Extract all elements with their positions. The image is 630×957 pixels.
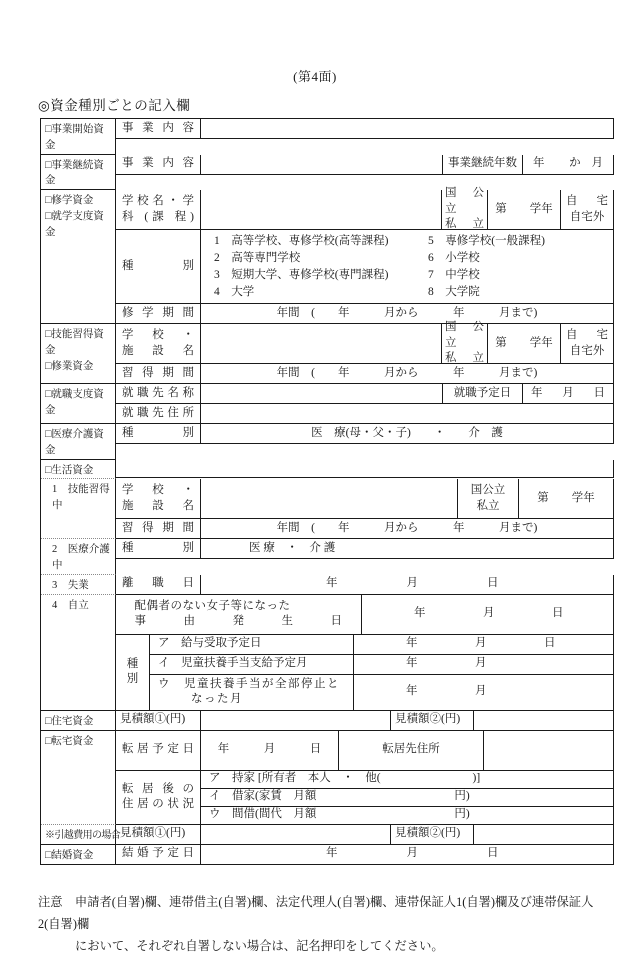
school-type-option[interactable]: 2 高等専門学校 (214, 251, 301, 264)
row-moving-cost (41, 825, 614, 845)
moving-cost-label-cell (41, 825, 121, 845)
living-sub3-label: 3 失業 (52, 579, 89, 591)
living-fund-blank-cell (116, 460, 614, 478)
living-grade-input[interactable]: 第 学年 (519, 479, 614, 519)
moving-fund-label-cell (41, 731, 116, 825)
moving-cost-estimate2-label: 見積額②(円) (391, 825, 474, 845)
signature-note (38, 891, 600, 957)
living-fund-label-cell (41, 460, 116, 480)
moving-fund-label: 転宅資金 (51, 735, 94, 747)
living-sub1-label-cell (41, 479, 116, 539)
living-establishment-choice[interactable]: 国公立 私立 (458, 479, 519, 519)
housing-estimate1-input[interactable] (201, 711, 391, 731)
living-medical-type-choice[interactable]: 医 療 ・ 介 護 (201, 539, 614, 559)
independence-item-c-label: ウ 児童扶養手当が全部停止と なった月 (150, 675, 354, 711)
school-type-option[interactable]: 8 大学院 (428, 285, 480, 298)
moving-date-input[interactable]: 年 月 日 (201, 731, 339, 771)
housing-fund-label-cell (41, 711, 116, 731)
medical-type-label: 種 別 (116, 424, 201, 444)
moving-fund-checkbox[interactable]: □ (45, 735, 52, 747)
skill-grade-input[interactable]: 第 学年 (488, 324, 561, 364)
moving-cost-estimate1-label: 見積額①(円) (116, 825, 201, 845)
housing-fund-checkbox[interactable]: □ (45, 715, 52, 727)
school-fund-label1: 修学資金 (51, 195, 94, 206)
business-years-input[interactable]: 年 か月 (523, 155, 614, 175)
employer-address-input[interactable] (201, 404, 614, 424)
medical-care-fund-label-cell (41, 424, 116, 460)
housing-estimate2-input[interactable] (474, 711, 614, 731)
living-facility-input[interactable] (201, 479, 458, 519)
living-sub2-label-cell (41, 539, 116, 575)
skill-period-input[interactable]: 年間 ( 年 月から 年 月まで) (201, 364, 614, 384)
business-continue-fund-label-cell (41, 155, 116, 191)
living-sub4-label: 4 自立 (52, 599, 89, 611)
skill-fund-checkbox2[interactable]: □ (45, 360, 52, 372)
marriage-fund-checkbox[interactable]: □ (45, 849, 52, 861)
moving-cost-estimate2-input[interactable] (474, 825, 614, 845)
independence-reason-date-input[interactable]: 年 月 日 (362, 595, 614, 635)
skill-fund-label-cell (41, 324, 116, 384)
row-living-fund (41, 460, 614, 480)
row-medical-care-fund (41, 424, 614, 460)
business-continue-label: 事業継続資金 (45, 159, 104, 187)
skill-facility-input[interactable] (201, 324, 442, 364)
leaving-date-input[interactable]: 年 月 日 (201, 575, 614, 595)
living-period-input[interactable]: 年間 ( 年 月から 年 月まで) (201, 519, 614, 539)
living-period-label: 習 得 期 間 (116, 519, 201, 539)
business-start-checkbox[interactable]: □ (45, 124, 52, 135)
housing-estimate2-label: 見積額②(円) (391, 711, 474, 731)
skill-home-choice[interactable]: 自 宅 自宅外 (561, 324, 614, 364)
school-type-options[interactable] (201, 230, 614, 304)
skill-fund-label1: 技能習得資金 (45, 329, 104, 356)
marriage-fund-label-cell (41, 845, 116, 865)
housing-estimate1-label: 見積額①(円) (116, 711, 201, 731)
school-type-label: 種 別 (116, 230, 201, 304)
row-skill-fund (41, 321, 614, 384)
independence-item-a-label: ア 給与受取予定日 (150, 635, 354, 655)
independence-type-label: 種 別 (116, 635, 150, 711)
school-type-option[interactable]: 4 大学 (214, 285, 255, 298)
employer-address-label: 就 職 先 住 所 (116, 404, 201, 424)
independence-item-c-input[interactable]: 年 月 (354, 675, 614, 711)
moving-date-label: 転 居 予 定 日 (116, 731, 201, 771)
employment-fund-checkbox[interactable]: □ (45, 389, 52, 400)
row-housing-fund (41, 711, 614, 731)
living-medical-type-label: 種 別 (116, 539, 201, 559)
school-type-option[interactable]: 6 小学校 (428, 251, 480, 264)
row-living-unemployment (41, 575, 614, 595)
moving-address-input[interactable] (484, 731, 614, 771)
row-employment-fund (41, 384, 614, 424)
signature-note-line2: において、それぞれ自署しない場合は、記名押印をしてください。 (75, 939, 444, 953)
business-start-label: 事業開始資金 (45, 124, 104, 151)
independence-item-a-input[interactable]: 年 月 日 (354, 635, 614, 655)
moving-housing-option-rented-room[interactable]: ウ 間借(間代 月額 円) (201, 807, 614, 825)
moving-cost-estimate1-input[interactable] (201, 825, 391, 845)
independence-reason-label: 配偶者のない女子等になった 事 由 発 生 日 (116, 595, 362, 635)
row-living-independence (41, 595, 614, 711)
employer-name-label: 就 職 先 名 称 (116, 384, 201, 404)
school-fund-checkbox2[interactable]: □ (45, 210, 52, 222)
school-name-label: 学 校 名 ・ 学 科 (課 程) (116, 190, 201, 230)
school-name-input[interactable] (201, 190, 442, 230)
leaving-date-label: 離 職 日 (116, 575, 201, 595)
page-title: ◎資金種別ごとの記入欄 (38, 98, 191, 113)
moving-housing-option-rented-house[interactable]: イ 借家(家賃 月額 円) (201, 789, 614, 807)
employment-fund-label-cell (41, 384, 116, 424)
housing-fund-label: 住宅資金 (51, 715, 94, 727)
row-living-skill-training (41, 479, 614, 539)
employer-name-input[interactable] (201, 384, 443, 404)
skill-facility-label: 学 校 ・ 施 設 名 (116, 324, 201, 364)
school-period-input[interactable]: 年間 ( 年 月から 年 月まで) (201, 304, 614, 324)
row-business-continue-fund (41, 155, 614, 191)
moving-housing-option-owned[interactable]: ア 持家 [所有者 本人 ・ 他( )] (201, 771, 614, 789)
business-content-label: 事 業 内 容 (116, 155, 201, 175)
skill-fund-checkbox1[interactable]: □ (45, 329, 52, 340)
independence-item-b-input[interactable]: 年 月 (354, 655, 614, 675)
employment-date-label: 就職予定日 (443, 384, 523, 404)
school-establishment-choice[interactable]: 国 公 立 私 立 (442, 190, 488, 230)
business-years-label: 事業継続年数 (443, 155, 523, 175)
school-grade-input[interactable]: 第 学年 (488, 190, 561, 230)
sheet-number-label: (第4面) (293, 69, 337, 84)
signature-note-line1: 注意 申請者(自署)欄、連帯借主(自署)欄、法定代理人(自署)欄、連帯保証人1(自署)欄及び連帯保証人2(自署)欄 (38, 894, 594, 931)
medical-care-label: 医療介護資金 (45, 429, 104, 456)
living-sub4-label-cell (41, 595, 116, 711)
living-fund-label: 生活資金 (51, 464, 94, 476)
marriage-date-label: 結 婚 予 定 日 (116, 845, 201, 865)
living-sub3-label-cell (41, 575, 116, 595)
school-type-option[interactable]: 5 専修学校(一般課程) (428, 234, 545, 247)
moving-cost-mark: ※ (45, 829, 55, 841)
living-sub2-label: 2 医療介護中 (52, 544, 110, 571)
medical-care-checkbox[interactable]: □ (45, 429, 52, 440)
business-content-input[interactable] (201, 155, 443, 175)
fund-entry-table (40, 118, 614, 865)
business-content-input[interactable] (201, 119, 614, 139)
business-start-fund-label-cell (41, 119, 116, 155)
school-type-option[interactable]: 7 中学校 (428, 268, 480, 281)
row-marriage-fund (41, 845, 614, 865)
row-moving-fund (41, 731, 614, 825)
medical-type-choice[interactable]: 医 療(母・父・子) ・ 介 護 (201, 424, 614, 444)
school-period-label: 修 学 期 間 (116, 304, 201, 324)
skill-period-label: 習 得 期 間 (116, 364, 201, 384)
living-sub1-label: 1 技能習得中 (52, 484, 110, 511)
business-content-label: 事 業 内 容 (116, 119, 201, 139)
independence-item-b-label: イ 児童扶養手当支給予定月 (150, 655, 354, 675)
marriage-fund-label: 結婚資金 (51, 849, 94, 861)
school-home-choice[interactable]: 自 宅 自宅外 (561, 190, 614, 230)
marriage-date-input[interactable]: 年 月 日 (201, 845, 614, 865)
skill-establishment-choice[interactable]: 国 公 立 私 立 (442, 324, 488, 364)
school-fund-label2: 就学支度資金 (45, 210, 104, 238)
moving-cost-label: 引越費用の場合 (54, 829, 121, 841)
business-continue-checkbox[interactable]: □ (45, 159, 52, 171)
school-fund-checkbox1[interactable]: □ (45, 195, 52, 206)
employment-fund-label: 就職支度資金 (45, 389, 104, 416)
school-type-option[interactable]: 1 高等学校、専修学校(高等課程) (214, 234, 389, 247)
skill-fund-label2: 修業資金 (51, 360, 94, 372)
row-business-start-fund (41, 119, 614, 155)
living-facility-label: 学 校 ・ 施 設 名 (116, 479, 201, 519)
moving-address-label: 転居先住所 (339, 731, 484, 771)
employment-date-input[interactable]: 年 月 日 (523, 384, 614, 404)
row-school-fund (41, 187, 614, 324)
school-fund-label-cell (41, 190, 116, 324)
moving-housing-status-label: 転 居 後 の 住 居 の 状 況 (116, 771, 201, 825)
school-type-option[interactable]: 3 短期大学、専修学校(専門課程) (214, 268, 389, 281)
living-fund-checkbox[interactable]: □ (45, 464, 52, 476)
row-living-medical-care (41, 539, 614, 575)
